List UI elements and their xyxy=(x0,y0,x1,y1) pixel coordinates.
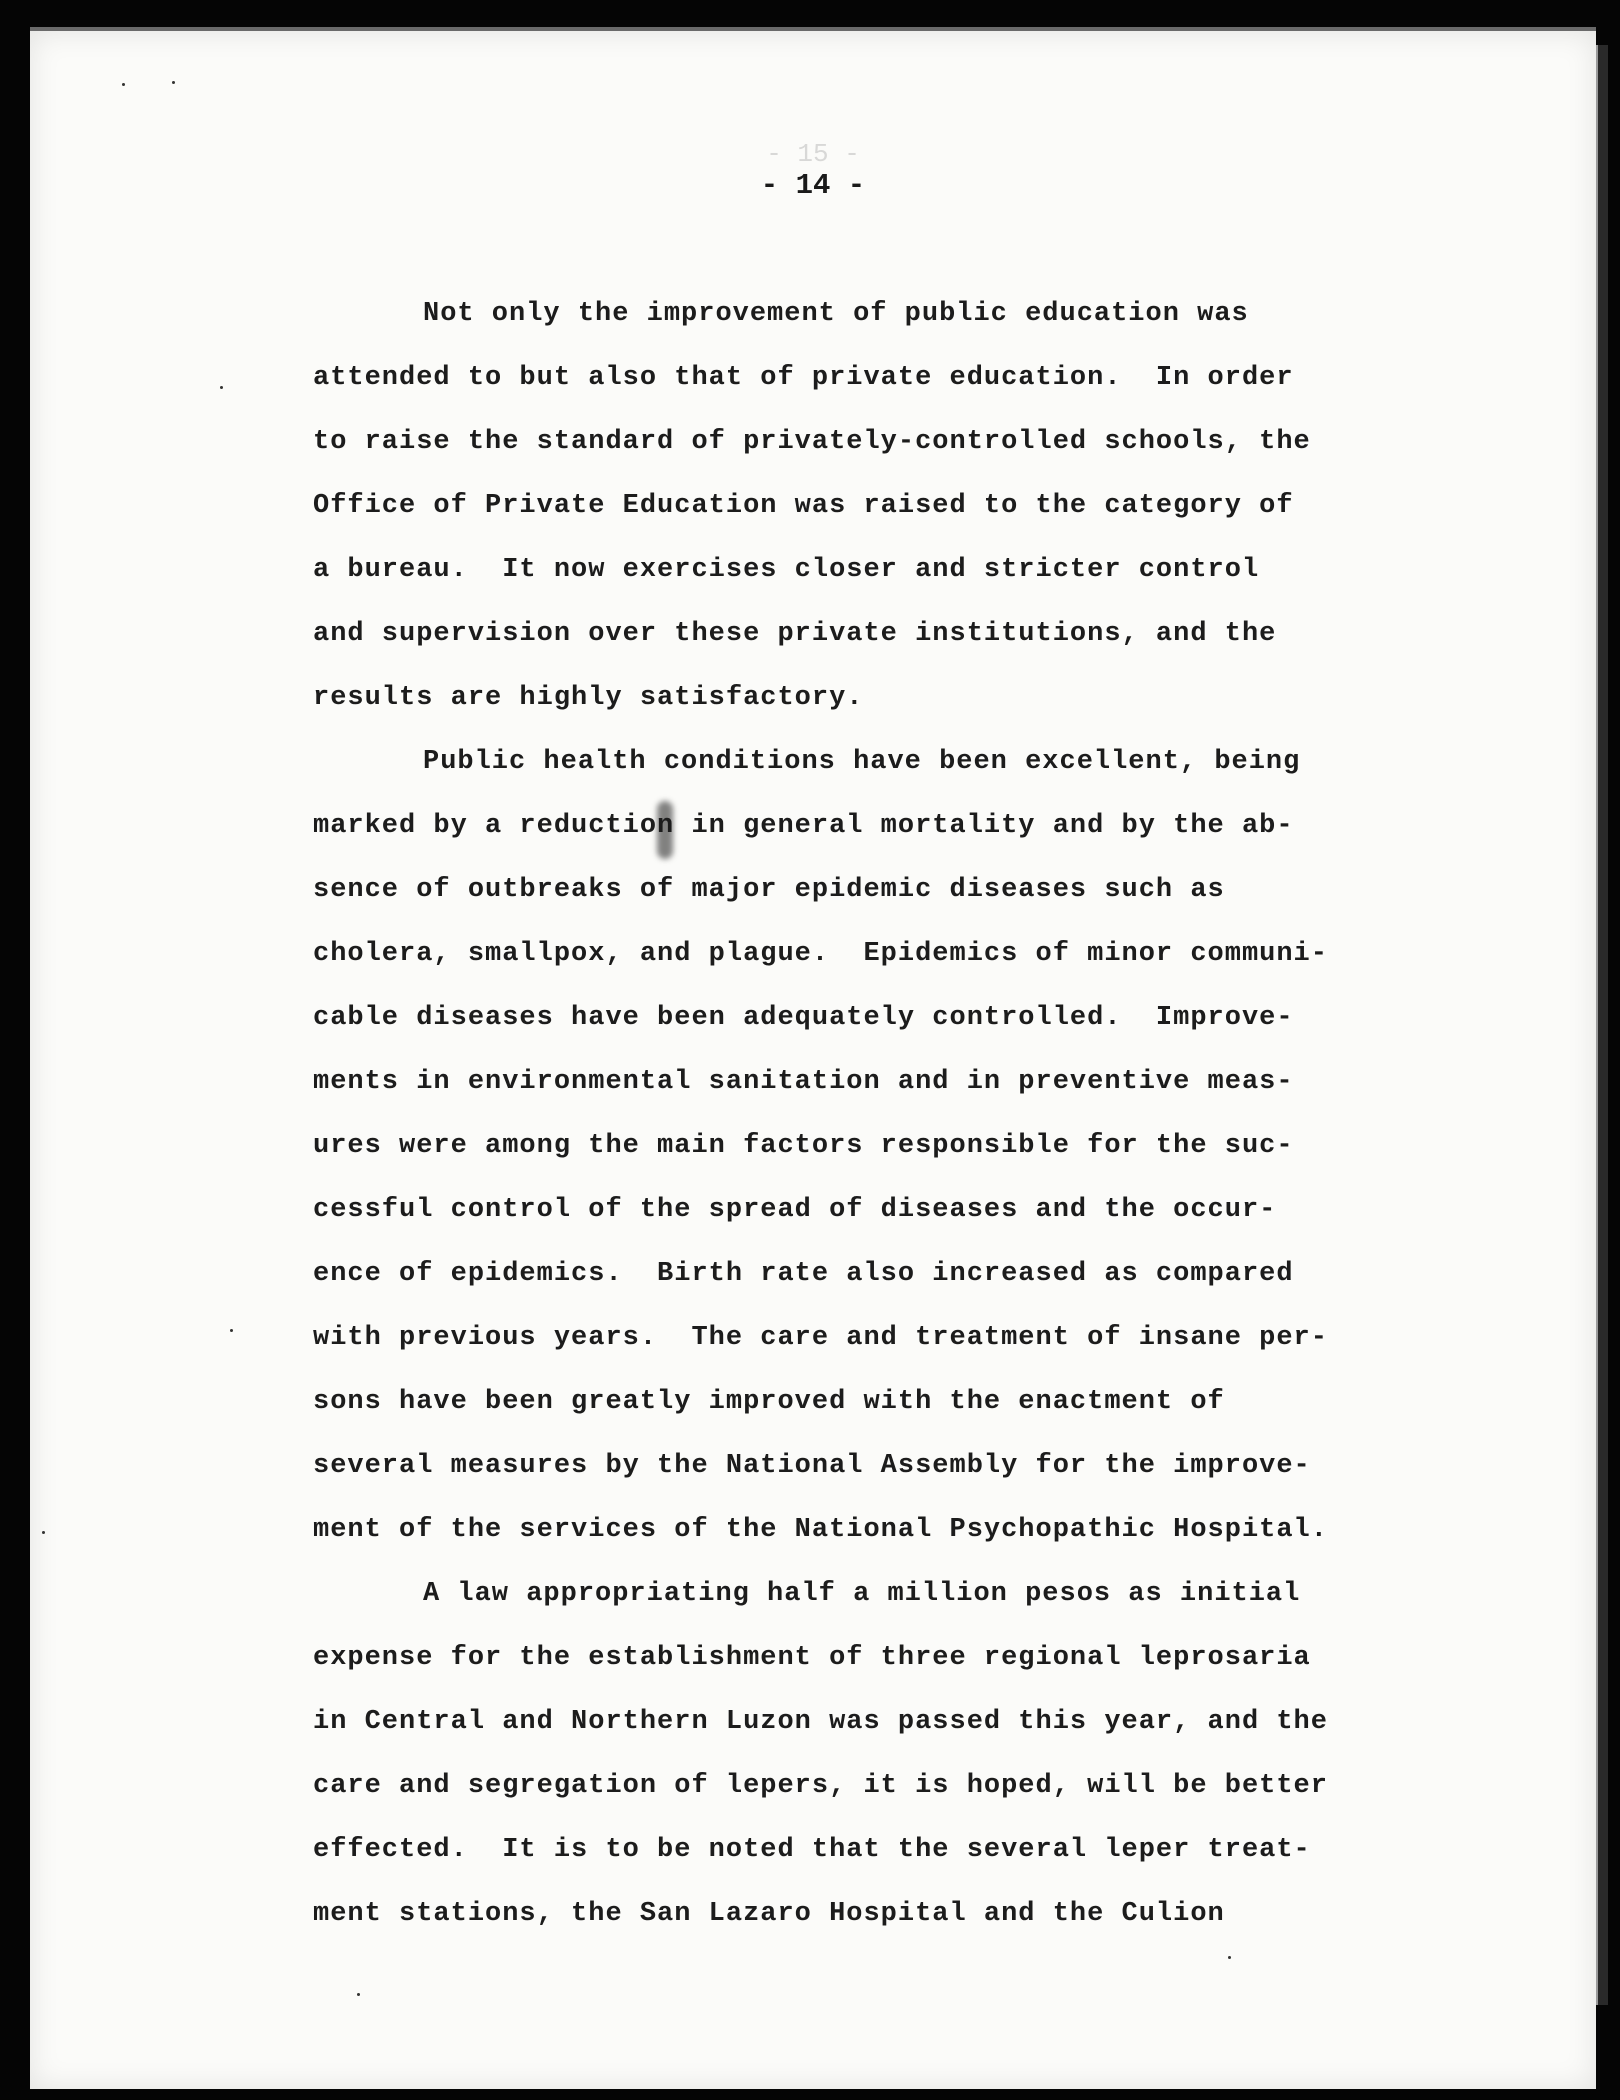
text-line: cable diseases have been adequately controlled. Improve- xyxy=(313,1003,1294,1033)
page-number: - 14 - xyxy=(760,169,866,202)
dust-speck xyxy=(172,81,175,84)
text-line: sons have been greatly improved with the enactment of xyxy=(313,1387,1225,1417)
text-line: and supervision over these private institutions, and the xyxy=(313,619,1277,649)
text-line: sence of outbreaks of major epidemic diseases such as xyxy=(313,875,1225,905)
bleed-through-mark: - 15 - xyxy=(766,139,860,169)
text-line: expense for the establishment of three regional leprosaria xyxy=(313,1643,1311,1673)
text-line: Public health conditions have been excellent, being xyxy=(423,747,1301,777)
text-line: with previous years. The care and treatment of insane per- xyxy=(313,1323,1328,1353)
text-line: in Central and Northern Luzon was passed this year, and the xyxy=(313,1707,1328,1737)
text-line: ment stations, the San Lazaro Hospital and the Culion xyxy=(313,1899,1225,1929)
text-line: ments in environmental sanitation and in preventive meas- xyxy=(313,1067,1294,1097)
text-line: Office of Private Education was raised to the category of xyxy=(313,491,1294,521)
dust-speck xyxy=(230,1329,233,1332)
dust-speck xyxy=(42,1531,45,1534)
text-line: ures were among the main factors responsible for the suc- xyxy=(313,1131,1294,1161)
next-page-edge xyxy=(1596,45,1608,2005)
text-line: A law appropriating half a million pesos as initial xyxy=(423,1579,1301,1609)
dust-speck xyxy=(122,83,125,86)
text-line: care and segregation of lepers, it is hoped, will be better xyxy=(313,1771,1328,1801)
text-line: ment of the services of the National Psychopathic Hospital. xyxy=(313,1515,1328,1545)
text-line: ence of epidemics. Birth rate also increased as compared xyxy=(313,1259,1294,1289)
text-line: Not only the improvement of public education was xyxy=(423,299,1249,329)
text-line: to raise the standard of privately-controlled schools, the xyxy=(313,427,1311,457)
text-line: effected. It is to be noted that the several leper treat- xyxy=(313,1835,1311,1865)
text-line: results are highly satisfactory. xyxy=(313,683,864,713)
text-line: several measures by the National Assembly for the improve- xyxy=(313,1451,1311,1481)
dust-speck xyxy=(1228,1956,1231,1959)
text-line: cessful control of the spread of diseases and the occur- xyxy=(313,1195,1277,1225)
typewritten-page xyxy=(30,27,1596,2089)
dust-speck xyxy=(220,386,223,389)
text-line: cholera, smallpox, and plague. Epidemics of minor communi- xyxy=(313,939,1328,969)
text-line: attended to but also that of private education. In order xyxy=(313,363,1294,393)
dust-speck xyxy=(357,1993,360,1996)
text-line: marked by a reduction in general mortality and by the ab- xyxy=(313,811,1294,841)
text-line: a bureau. It now exercises closer and stricter control xyxy=(313,555,1260,585)
